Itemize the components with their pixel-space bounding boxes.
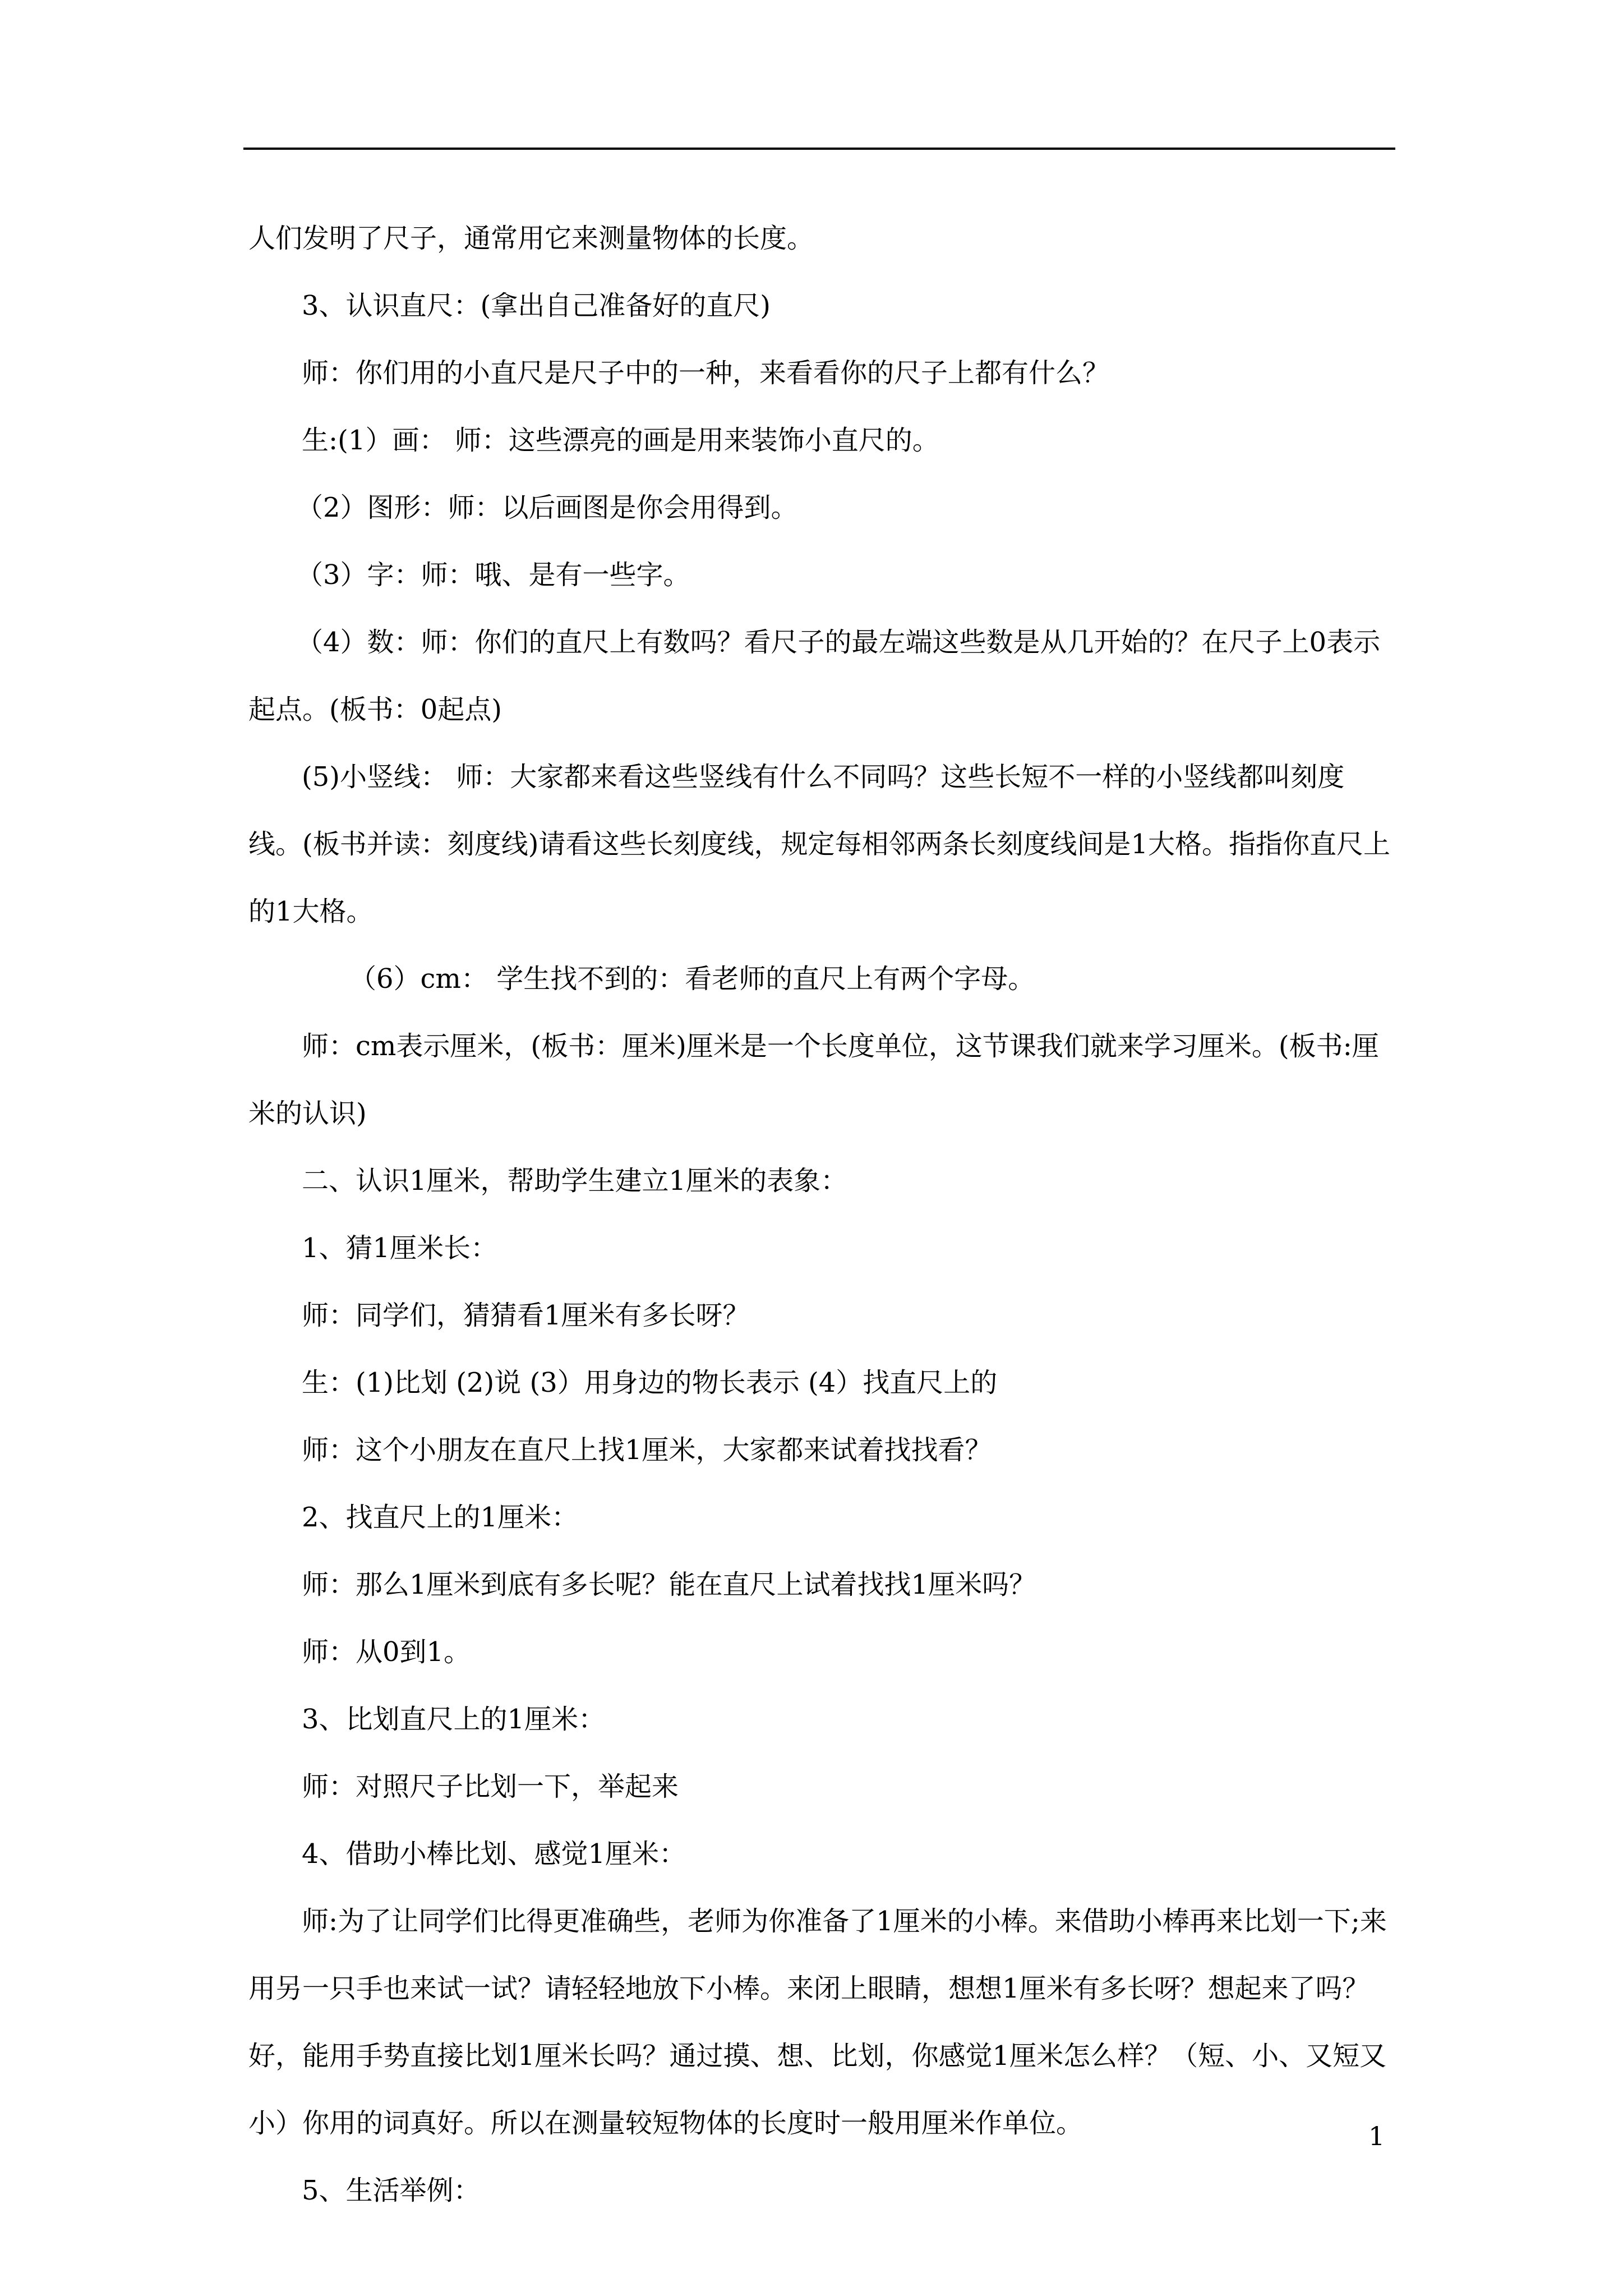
paragraph: 3、认识直尺：(拿出自己准备好的直尺) — [302, 290, 771, 321]
paragraph: 师：对照尺子比划一下，举起来 — [302, 1771, 679, 1802]
paragraph: 师：同学们，猜猜看1厘米有多长呀？ — [302, 1300, 750, 1331]
paragraph: 5、生活举例： — [302, 2175, 481, 2206]
paragraph: 2、找直尺上的1厘米： — [302, 1502, 579, 1533]
paragraph: （3）字：师：哦、是有一些字。 — [296, 559, 690, 591]
paragraph: 师：你们用的小直尺是尺子中的一种，来看看你的尺子上都有什么？ — [302, 357, 1110, 389]
paragraph: 师：cm表示厘米，(板书：厘米)厘米是一个长度单位，这节课我们就来学习厘米。(板书:厘米的认识) — [248, 1030, 1379, 1129]
paragraph: 师：从0到1。 — [302, 1636, 471, 1668]
paragraph: 师:为了让同学们比得更准确些，老师为你准备了1厘米的小棒。来借助小棒再来比划一下;来用另一只手也来试一试？请轻轻地放下小棒。来闭上眼睛，想想1厘米有多长呀？想起来了吗？好，能用手势直接比划1厘米长吗？通过摸、想、比划，你感觉1厘米怎么样？（短、小、又短又小）你用的词真好。所以在测量较短物体的长度时一般用厘米作单位。 — [248, 1906, 1387, 2139]
paragraph: （4）数：师：你们的直尺上有数吗？看尺子的最左端这些数是从几开始的？在尺子上0表示起点。(板书：0起点) — [248, 627, 1381, 725]
paragraph: （6）cm： 学生找不到的：看老师的直尺上有两个字母。 — [349, 963, 1035, 995]
document-body — [248, 205, 1398, 2224]
paragraph: （2）图形：师：以后画图是你会用得到。 — [296, 492, 798, 523]
paragraph: 4、借助小棒比划、感觉1厘米： — [302, 1838, 686, 1870]
paragraph: 师：这个小朋友在直尺上找1厘米，大家都来试着找找看？ — [302, 1434, 992, 1466]
paragraph: 3、比划直尺上的1厘米： — [302, 1704, 606, 1735]
paragraph: 二、认识1厘米，帮助学生建立1厘米的表象： — [302, 1165, 848, 1197]
header-rule — [243, 148, 1395, 150]
paragraph: 生：(1)比划 (2)说 (3）用身边的物长表示 (4）找直尺上的 — [302, 1367, 998, 1398]
paragraph: 人们发明了尺子，通常用它来测量物体的长度。 — [248, 223, 814, 254]
paragraph: (5)小竖线： 师：大家都来看这些竖线有什么不同吗？这些长短不一样的小竖线都叫刻度线。(板书并读：刻度线)请看这些长刻度线，规定每相邻两条长刻度线间是1大格。指指你直尺上的1大格。 — [248, 761, 1390, 927]
paragraph: 生:(1）画： 师：这些漂亮的画是用来装饰小直尺的。 — [302, 425, 939, 456]
paragraph: 师：那么1厘米到底有多长呢？能在直尺上试着找找1厘米吗？ — [302, 1569, 1036, 1600]
paragraph: 1、猜1厘米长： — [302, 1232, 498, 1264]
page-number: 1 — [1368, 2121, 1385, 2151]
